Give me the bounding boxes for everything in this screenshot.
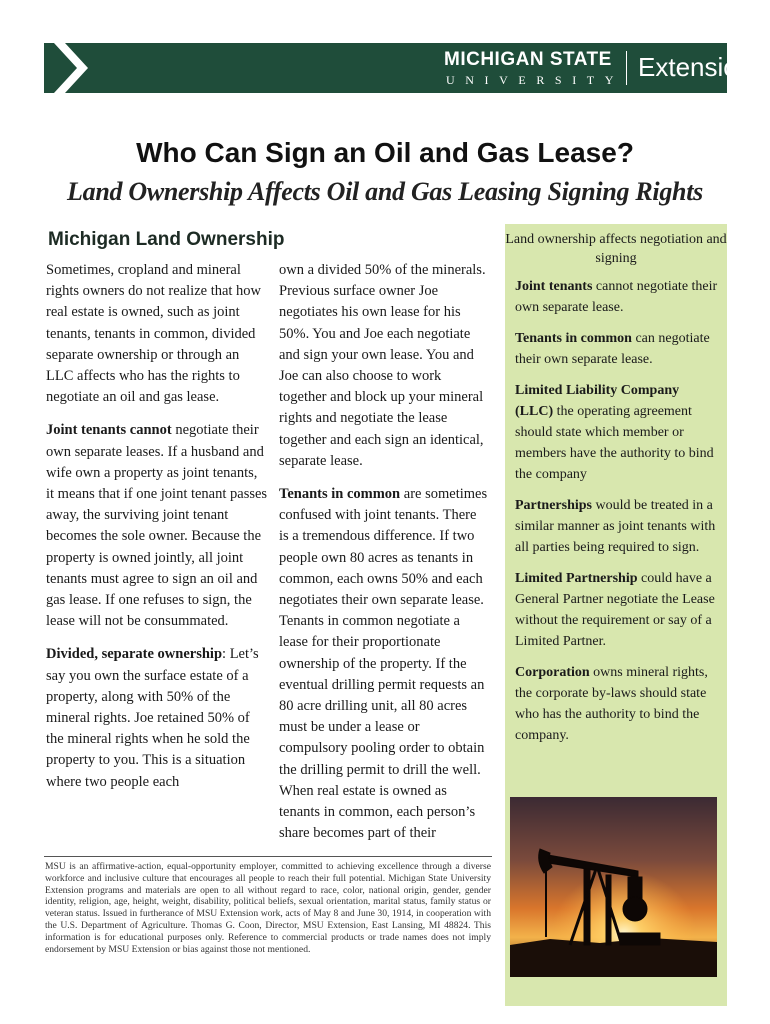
section-heading: Michigan Land Ownership <box>48 229 285 250</box>
paragraph-intro: Sometimes, cropland and mineral rights owners do not realize that how real estate is owned, such as joint tenants, tenants in common, divided separate ownership or through an LLC affects who has the rights to negotiate an oil and gas lease. <box>46 262 262 406</box>
footer-divider <box>44 856 492 857</box>
term-joint-tenants: Joint tenants cannot <box>46 422 172 439</box>
term-divided-ownership: Divided, separate ownership <box>46 646 223 663</box>
paragraph-joint-tenants: Joint tenants cannot negotiate their own separate leases. If a husband and wife own a property as joint tenants, it means that if one joint tenant passes away, the surviving joint tenant becomes the sole owner. Because the property is owned jointly, all joint tenants must agree to sign an oil and gas lease. If one refuses to sign, the lease will not be consummated. <box>46 422 268 630</box>
term-tenants-in-common: Tenants in common <box>279 486 401 503</box>
page-subtitle: Land Ownership Affects Oil and Gas Leasing Signing Rights <box>67 177 703 206</box>
footer-disclaimer: MSU is an affirmative-action, equal-opportunity employer, committed to achieving excellence through a diverse workforce and inclusive culture that encourages all people to reach their full potential. Michigan State University Extension programs and materials are open to all without regard to race, color, national origin, gender, gender identity, religion, age, height, weight, disability, political beliefs, sexual orientation, marital status, family status or veteran status. Issued in furtherance of MSU Extension work, acts of May 8 and June 30, 1914, in cooperation with the U.S. Department of Agriculture. Thomas G. Coon, Director, MSU Extension, East Lansing, MI 48824. This information is for educational purposes only. Reference to commercial products or trade names does not imply endorsement by MSU Extension or bias against those not mentioned. <box>45 861 491 955</box>
paragraph-divided-ownership: Divided, separate ownership: Let’s say you own the surface estate of a property, along with 50% of the mineral rights. Joe retained 50% of the mineral rights when he sold the property to you. This is a situation where two people each <box>46 646 259 790</box>
oil-pumpjack-photo <box>510 797 717 977</box>
chevron-right-icon <box>52 43 92 93</box>
sidebar-item: Joint tenants cannot negotiate their own separate lease. <box>515 279 718 315</box>
sidebar-item: Corporation owns mineral rights, the corporate by-laws should state who has the authority to bind the company. <box>515 665 708 743</box>
sidebar-list <box>515 276 719 756</box>
body-column-right <box>279 260 489 856</box>
logo-extension: Extension <box>638 52 753 82</box>
header-banner <box>44 43 753 93</box>
sidebar-item: Limited Liability Company (LLC) the operating agreement should state which member or members have the authority to bind the company <box>515 383 714 482</box>
sidebar-item: Limited Partnership could have a General Partner negotiate the Lease without the requirement or say of a Limited Partner. <box>515 571 715 649</box>
page-title: Who Can Sign an Oil and Gas Lease? <box>136 137 634 168</box>
paragraph-tenants-in-common: Tenants in common are sometimes confused with joint tenants. There is a tremendous difference. If two people own 80 acres as tenants in common, each owns 50% and each negotiates their own separate lease. Tenants in common negotiate a lease for their proportionate ownership of the property. If the eventual drilling permit requests an 80 acre drilling unit, all 80 acres must be under a lease or compulsory pooling order to obtain the drilling permit to drill the well. When real estate is owned as tenants in common, each person’s share becomes part of their <box>279 486 488 842</box>
sidebar-item: Tenants in common can negotiate their own separate lease. <box>515 331 710 367</box>
paragraph-divided-continued: own a divided 50% of the minerals. Previous surface owner Joe negotiates his own lease for his 50%. You and Joe each negotiate and sign your own lease. You and Joe can also choose to work together and block up your mineral rights and negotiate the lease together and each sign an identical, separate lease. <box>279 262 486 469</box>
sidebar-item: Partnerships would be treated in a similar manner as joint tenants with all parties being required to sign. <box>515 498 716 555</box>
logo-university: UNIVERSITY <box>446 73 624 87</box>
logo-michigan-state: MICHIGAN STATE <box>444 49 612 70</box>
body-column-left <box>46 260 268 805</box>
logo-divider <box>626 51 627 85</box>
sidebar-heading: Land ownership affects negotiation and signing <box>505 232 727 266</box>
